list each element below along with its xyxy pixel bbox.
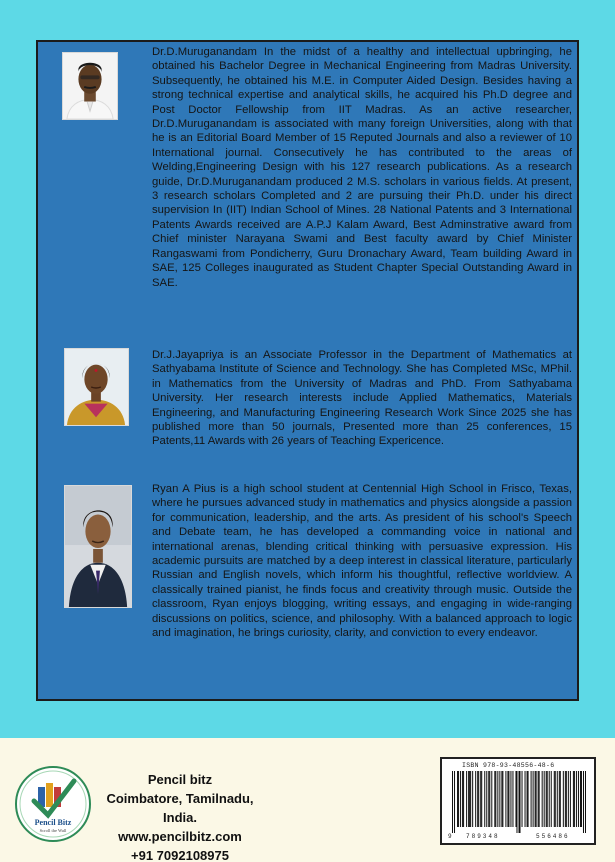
barcode-bar — [559, 771, 560, 827]
barcode-digit-lead: 9 — [448, 833, 452, 840]
barcode-bar — [452, 771, 453, 833]
barcode-bar — [491, 771, 492, 827]
isbn-label: ISBN 978-93-48556-48-6 — [462, 762, 555, 769]
barcode-bar — [533, 771, 534, 827]
publisher-logo — [14, 765, 92, 843]
barcode-bar — [512, 771, 513, 827]
barcode-bar — [581, 771, 582, 827]
barcode-bar — [508, 771, 509, 827]
barcode-bar — [563, 771, 564, 827]
barcode-bar — [557, 771, 558, 827]
barcode-bar — [457, 771, 458, 827]
author-photo-ryan — [64, 485, 132, 608]
barcode-bar — [525, 771, 526, 827]
barcode-bar — [454, 771, 455, 833]
barcode-bar — [528, 771, 529, 827]
barcode-digits-right: 556486 — [536, 833, 570, 840]
barcode-bar — [486, 771, 487, 827]
barcode-bars — [452, 771, 586, 833]
isbn-barcode — [440, 757, 596, 845]
barcode-bar — [522, 771, 523, 827]
barcode-bar — [549, 771, 550, 827]
barcode-bar — [542, 771, 543, 827]
barcode-bar — [505, 771, 506, 827]
barcode-bar — [547, 771, 548, 827]
barcode-bar — [538, 771, 539, 827]
barcode-bar — [574, 771, 575, 827]
barcode-bar — [488, 771, 489, 827]
barcode-bar — [570, 771, 571, 827]
barcode-bar — [565, 771, 566, 827]
publisher-phone: +91 7092108975 — [131, 848, 229, 862]
barcode-bar — [468, 771, 469, 827]
barcode-bar — [520, 771, 521, 833]
barcode-bar — [489, 771, 490, 827]
barcode-bar — [462, 771, 463, 827]
barcode-bar — [484, 771, 485, 827]
barcode-bar — [460, 771, 461, 827]
barcode-bar — [475, 771, 476, 827]
barcode-bar — [566, 771, 567, 827]
barcode-bar — [539, 771, 540, 827]
barcode-bar — [495, 771, 496, 827]
publisher-info — [100, 770, 260, 862]
author-bio-panel — [36, 40, 579, 701]
barcode-bar — [555, 771, 556, 827]
barcode-bar — [578, 771, 579, 827]
bio-text-ryan: Ryan A Pius is a high school student at Centennial High School in Frisco, Texas, where he pursues advanced study in mathematics and physics alongside a passion for communication, leadership, and the arts. As president of his school's Speech and Debate team, he has developed a commanding voice in national and international arenas, blending critical thinking with persuasive expression. His academic pursuits are matched by a deep interest in classical literature, particularly Russian and English novels, which inform his thoughtful, reflective worldview. A classically trained pianist, he finds focus and creativity through music. Outside the classroom, Ryan enjoys blogging, writing essays, and engaging in wide-ranging discussions on politics, science, and philosophy. With a balanced approach to logic and imagination, he brings curiosity, clarity, and conviction to every endeavor. — [152, 483, 572, 640]
barcode-bar — [546, 771, 547, 827]
barcode-bar — [554, 771, 555, 827]
barcode-bar — [481, 771, 482, 827]
barcode-bar — [501, 771, 502, 827]
author-photo-muruganandam — [62, 52, 118, 120]
barcode-bar — [478, 771, 479, 827]
author-photo-jayapriya — [64, 348, 129, 426]
barcode-bar — [494, 771, 495, 827]
barcode-bar — [510, 771, 511, 827]
logo-tagline: Scroll the Wall — [39, 828, 67, 833]
barcode-bar — [560, 771, 561, 827]
barcode-bar — [507, 771, 508, 827]
barcode-digits-left: 789348 — [466, 833, 500, 840]
barcode-bar — [502, 771, 503, 827]
barcode-bar — [580, 771, 581, 827]
barcode-bar — [551, 771, 552, 827]
barcode-bar — [469, 771, 470, 827]
bio-text-muruganandam: Dr.D.Muruganandam In the midst of a healthy and intellectual upbringing, he obtained his Bachelor Degree in Mechanical Engineering from Madras University. Subsequently, he obtained his M.E. in Computer Aided Design. Besides having a strong technical expertise and analytical skills, he acquired his Ph.D degree and Post Doctor Fellowship from IIT Madras. As an active researcher, Dr.D.Muruganandam is associated with many foreign Universities, along with that he is an Editorial Board Member of 15 Reputed Journals and also a reviewer of 10 International journal. Consecutively he has contributed to the areas of Welding,Engineering Design with his 127 research publications. As a research guide, Dr.D.Muruganandam produced 2 M.S. scholars in various fields. At present, 3 research scholars Completed and 2 are pursuing their Ph.D. under his direct supervision In (IIT) Indian School of Mines. 28 National Patents and 3 International Patents Awards received are A.P.J Kalam Award, Best Adminstrative award from Chief minister Narayana Swami and Best faculty award by Chief Minister Rangaswami from Pondicherry, Guru Dronachary Award, Team building Award in SAE, 125 Colleges inaugurated as Student Chapter Special Outstanding Award in SAE. — [152, 46, 572, 289]
publisher-website[interactable]: www.pencilbitz.com — [118, 829, 242, 844]
bio-text-jayapriya: Dr.J.Jayapriya is an Associate Professor in the Department of Mathematics at Sathyabama Institute of Science and Technology. She has Completed MSc, MPhil. in Mathematics from the University of Madras and PhD. From Sathyabama University. Her research interests include Applied Mathematics, Materials Engineering, and Manufacturing Engineering Research Work Since 2025 she has published more than 50 journals, Presented more than 25 conferences, 15 Patents,11 Awards with 26 years of Teaching Expericence. — [152, 349, 572, 448]
logo-text: Pencil Bitz — [34, 818, 72, 827]
barcode-bar — [531, 771, 532, 827]
barcode-bar — [519, 771, 520, 833]
barcode-bar — [583, 771, 584, 833]
barcode-bar — [527, 771, 528, 827]
barcode-bar — [480, 771, 481, 827]
publisher-name: Pencil bitz — [147, 772, 213, 787]
publisher-address: Coimbatore, Tamilnadu, India. — [106, 791, 254, 825]
barcode-bar — [585, 771, 586, 833]
barcode-bar — [463, 771, 464, 827]
barcode-bar — [472, 771, 473, 827]
barcode-bar — [536, 771, 537, 827]
barcode-bar — [477, 771, 478, 827]
barcode-bar — [516, 771, 517, 833]
barcode-bar — [515, 771, 516, 827]
barcode-bar — [568, 771, 569, 827]
barcode-bar — [458, 771, 459, 827]
barcode-bar — [544, 771, 545, 827]
barcode-bar — [497, 771, 498, 827]
barcode-bar — [573, 771, 574, 827]
barcode-bar — [466, 771, 467, 827]
barcode-bar — [470, 771, 471, 827]
barcode-bar — [499, 771, 500, 827]
barcode-bar — [576, 771, 577, 827]
barcode-bar — [535, 771, 536, 827]
